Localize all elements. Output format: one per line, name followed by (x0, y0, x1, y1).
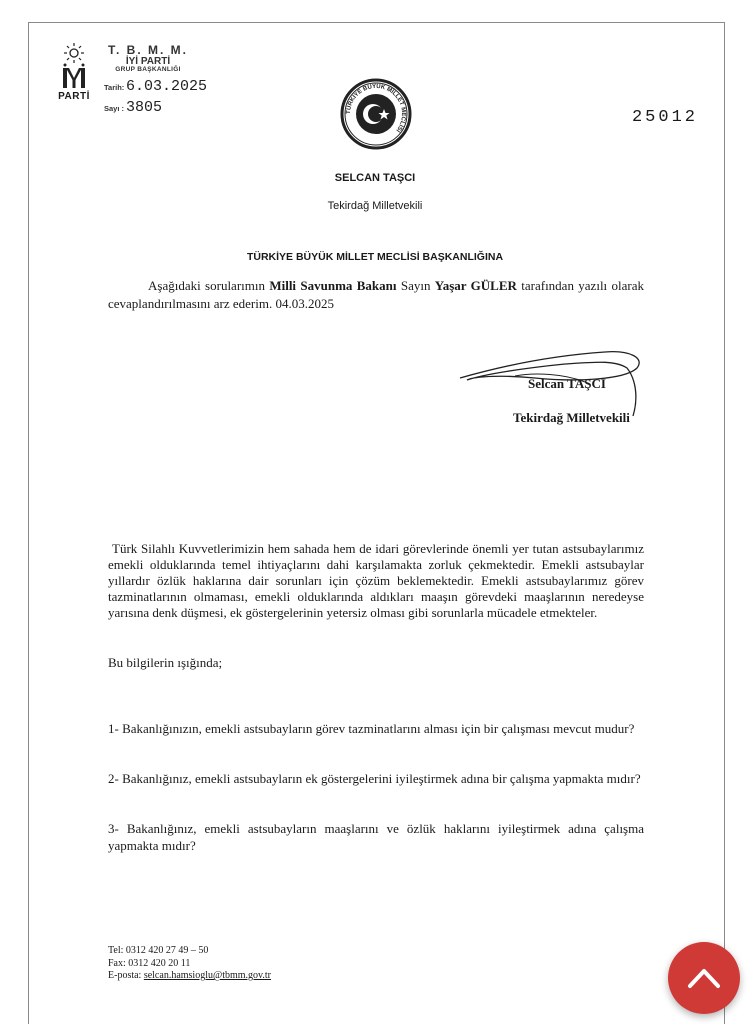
minister-title: Milli Savunma Bakanı (269, 278, 397, 293)
signature-name: Selcan TAŞCI (528, 376, 606, 391)
lead-line: Bu bilgilerin ışığında; (108, 655, 223, 670)
sun-emblem-icon (59, 42, 89, 90)
author-role: Tekirdağ Milletvekili (327, 200, 423, 212)
intro-part-1: Aşağıdaki sorularımın (148, 278, 270, 293)
chevron-up-icon (686, 962, 722, 992)
reception-stamp (104, 44, 224, 116)
iyi-parti-logo (55, 42, 93, 112)
intro-paragraph (108, 277, 644, 313)
stamp-date-label: Tarih: (104, 82, 125, 92)
question-3: 3- Bakanlığınız, emekli astsubayların maaşlarını ve özlük haklarını iyileştirmek adına çalışma yapmakta mıdır? (108, 821, 644, 853)
question-2: 2- Bakanlığınız, emekli astsubayların ek göstergelerini iyileştirmek adına bir çalışma yapmakta mıdır? (108, 771, 641, 786)
stamp-line-2: İYİ PARTİ (125, 55, 171, 67)
contact-fax: Fax: 0312 420 20 11 (108, 957, 191, 969)
stamp-line-3: GRUP BAŞKANLIĞI (115, 66, 181, 74)
addressee-heading: TÜRKİYE BÜYÜK MİLLET MECLİSİ BAŞKANLIĞINA (246, 251, 504, 263)
signature-role: Tekirdağ Milletvekili (513, 410, 630, 425)
seal-ring-text: TÜRKİYE BÜYÜK MİLLET MECLİSİ (345, 83, 407, 133)
body-paragraph (108, 541, 644, 621)
stamp-number-row (104, 99, 224, 116)
document-number: 25012 (631, 108, 698, 127)
stamp-date-value: 6.03.2025 (126, 77, 208, 95)
question-1: 1- Bakanlığınızın, emekli astsubayların görev tazminatlarını alması için bir çalışması mevcut mudur? (108, 721, 635, 736)
author-name: SELCAN TAŞCI (334, 172, 416, 184)
contact-email-label: E-posta: (108, 970, 144, 981)
stamp-number-label: Sayı : (104, 103, 125, 113)
stamp-date-row (104, 78, 224, 95)
stamp-line-1: T. B. M. M. (108, 43, 188, 57)
contact-email-link[interactable]: selcan.hamsioglu@tbmm.gov.tr (143, 970, 271, 981)
minister-name: Yaşar GÜLER (434, 278, 517, 293)
scroll-to-top-button[interactable] (668, 942, 740, 1014)
contact-block (108, 945, 271, 983)
contact-email-row (108, 970, 271, 983)
intro-part-3: tarafından yazılı olarak cevaplandırılmasını arz ederim. 04.03.2025 (108, 278, 644, 311)
tbmm-seal-icon (340, 78, 412, 150)
intro-part-2: Sayın (396, 278, 435, 293)
stamp-number-value: 3805 (126, 98, 163, 116)
body-text: Türk Silahlı Kuvvetlerimizin hem sahada hem de idari görevlerinde önemli yer tutan astsubaylarımız emekli olduklarında temel ihtiyaçlarını dahi karşılamakta zorluk çekmektedir. Emekli astsubaylar yıllardır özlük haklarına dair sorunları için çözüm beklemektedir. Emekli astsubaylarımız görev tazminatlarının olmaması, emekli olduklarında aldıkları maaşın görevdeki maaşlarının neredeyse yarısına denk düşmesi, ek göstergelerinin yetersiz olması gibi sorunlarla mücadele etmekteler. (108, 541, 644, 620)
logo-party-word: PARTİ (58, 91, 90, 102)
contact-tel: Tel: 0312 420 27 49 – 50 (108, 945, 209, 956)
